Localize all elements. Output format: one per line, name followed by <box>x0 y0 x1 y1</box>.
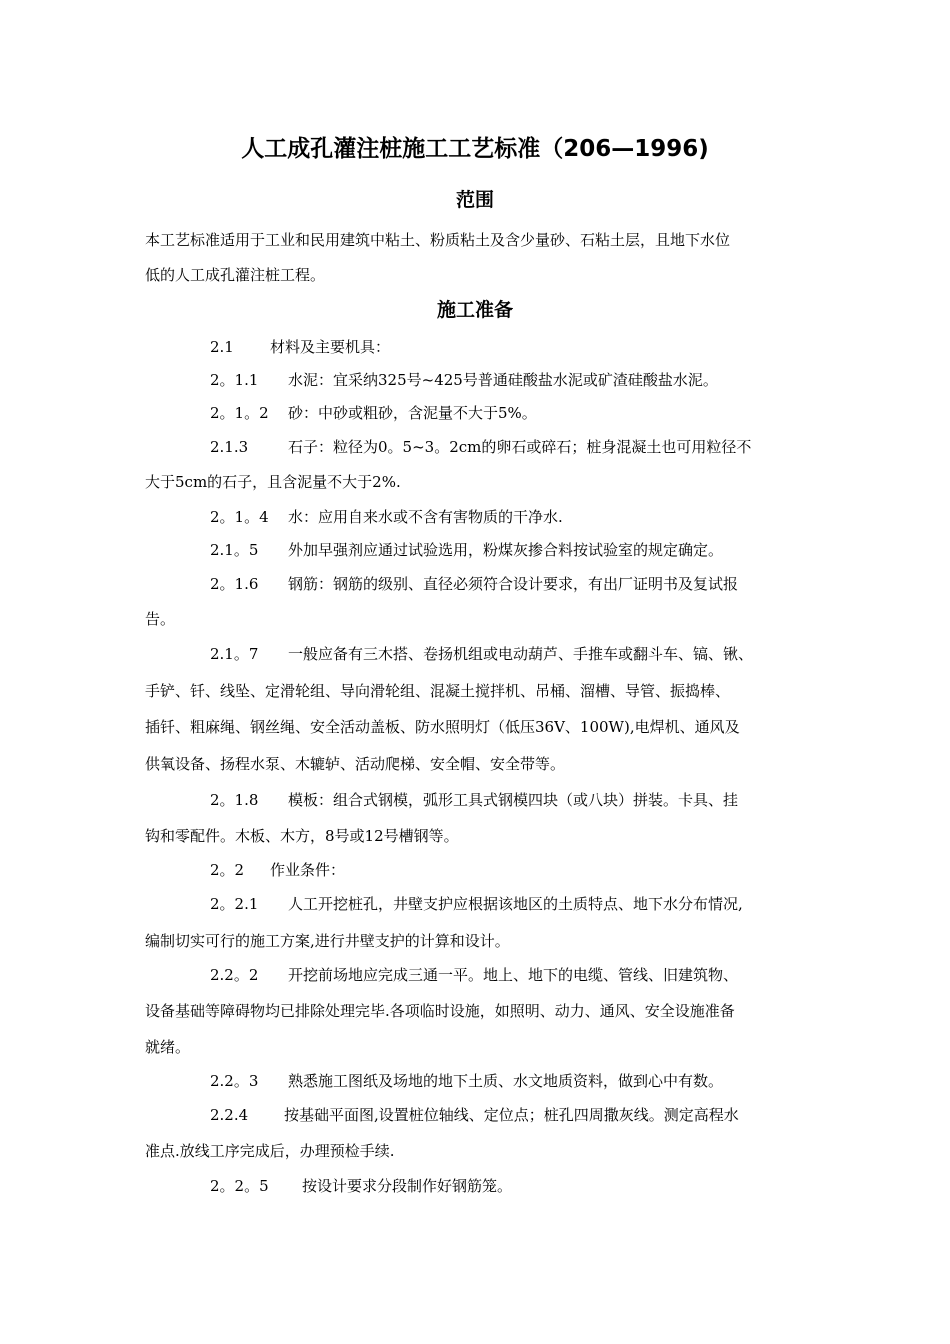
clause-2-1-6 <box>210 573 738 595</box>
clause-number: 2。2。5 <box>210 1177 269 1195</box>
clause-text: 按设计要求分段制作好钢筋笼。 <box>302 1177 513 1195</box>
clause-continuation: 手铲、钎、线坠、定滑轮组、导向滑轮组、混凝土搅拌机、吊桶、溜槽、导管、振捣棒、 <box>145 682 731 700</box>
clause-number: 2.2。2 <box>210 966 259 984</box>
clause-2-2-2 <box>210 964 738 986</box>
clause-number: 2。2 <box>210 861 245 879</box>
clause-2-1-3 <box>210 436 751 458</box>
clause-continuation: 告。 <box>145 610 176 628</box>
clause-number: 2.2.4 <box>210 1106 249 1124</box>
clause-text: 按基础平面图,设置桩位轴线、定位点；桩孔四周撒灰线。测定高程水 <box>284 1106 739 1124</box>
clause-number: 2。1.6 <box>210 575 259 593</box>
clause-2-1-2 <box>210 402 537 424</box>
clause-number: 2.1。7 <box>210 645 259 663</box>
clause-number: 2。1.8 <box>210 791 259 809</box>
clause-text: 外加早强剂应通过试验选用，粉煤灰掺合料按试验室的规定确定。 <box>288 541 724 559</box>
clause-number: 2.1。5 <box>210 541 259 559</box>
scope-paragraph-line: 低的人工成孔灌注桩工程。 <box>145 266 326 284</box>
clause-number: 2。2.1 <box>210 895 259 913</box>
clause-continuation: 插钎、粗麻绳、钢丝绳、安全活动盖板、防水照明灯（低压36V、100W),电焊机、通风及 <box>145 718 740 736</box>
clause-text: 作业条件： <box>270 861 346 879</box>
clause-continuation: 供氧设备、扬程水泵、木辘轳、活动爬梯、安全帽、安全带等。 <box>145 755 566 773</box>
section-heading-preparation: 施工准备 <box>436 299 513 321</box>
clause-number: 2.2。3 <box>210 1072 259 1090</box>
clause-number: 2。1。4 <box>210 508 269 526</box>
clause-2-1-5 <box>210 539 723 561</box>
clause-2-1-4 <box>210 506 563 528</box>
clause-text: 熟悉施工图纸及场地的地下土质、水文地质资料，做到心中有数。 <box>288 1072 724 1090</box>
clause-2-2-4 <box>210 1104 739 1126</box>
clause-text: 材料及主要机具： <box>270 338 391 356</box>
clause-2-2-3 <box>210 1070 723 1092</box>
clause-text: 水泥：宜采纳325号~425号普通硅酸盐水泥或矿渣硅酸盐水泥。 <box>288 371 718 389</box>
clause-2-2-5 <box>210 1175 512 1197</box>
clause-number: 2.1 <box>210 338 234 356</box>
clause-text: 水：应用自来水或不含有害物质的干净水. <box>288 508 563 526</box>
clause-number: 2。1.1 <box>210 371 259 389</box>
clause-2-1 <box>210 336 390 358</box>
clause-2-1-7 <box>210 643 753 665</box>
clause-continuation: 钩和零配件。木板、木方，8号或12号槽钢等。 <box>145 827 459 845</box>
scope-paragraph-line: 本工艺标准适用于工业和民用建筑中粘土、粉质粘土及含少量砂、石粘土层，且地下水位 <box>145 231 731 249</box>
clause-text: 模板：组合式钢模，弧形工具式钢模四块（或八块）拼装。卡具、挂 <box>288 791 739 809</box>
clause-text: 人工开挖桩孔，井壁支护应根据该地区的土质特点、地下水分布情况, <box>288 895 743 913</box>
clause-text: 开挖前场地应完成三通一平。地上、地下的电缆、管线、旧建筑物、 <box>288 966 739 984</box>
clause-continuation: 就绪。 <box>145 1038 191 1056</box>
clause-number: 2。1。2 <box>210 404 269 422</box>
clause-text: 钢筋：钢筋的级别、直径必须符合设计要求，有出厂证明书及复试报 <box>288 575 739 593</box>
clause-continuation: 设备基础等障碍物均已排除处理完毕.各项临时设施，如照明、动力、通风、安全设施准备 <box>145 1002 735 1020</box>
clause-2-2-1 <box>210 893 743 915</box>
clause-continuation: 编制切实可行的施工方案,进行井壁支护的计算和设计。 <box>145 932 510 950</box>
section-heading-scope: 范围 <box>455 189 494 211</box>
clause-2-1-8 <box>210 789 738 811</box>
clause-text: 砂：中砂或粗砂，含泥量不大于5%。 <box>288 404 537 422</box>
clause-number: 2.1.3 <box>210 438 249 456</box>
clause-continuation: 准点.放线工序完成后，办理预检手续. <box>145 1142 395 1160</box>
clause-text: 一般应备有三木搭、卷扬机组或电动葫芦、手推车或翻斗车、镐、锹、 <box>288 645 754 663</box>
clause-2-2 <box>210 859 345 881</box>
clause-2-1-1 <box>210 369 718 391</box>
clause-text: 石子：粒径为0。5~3。2cm的卵石或碎石；桩身混凝土也可用粒径不 <box>288 438 752 456</box>
document-title: 人工成孔灌注桩施工工艺标准（206—1996) <box>241 136 709 162</box>
clause-continuation: 大于5cm的石子，且含泥量不大于2%. <box>145 473 401 491</box>
